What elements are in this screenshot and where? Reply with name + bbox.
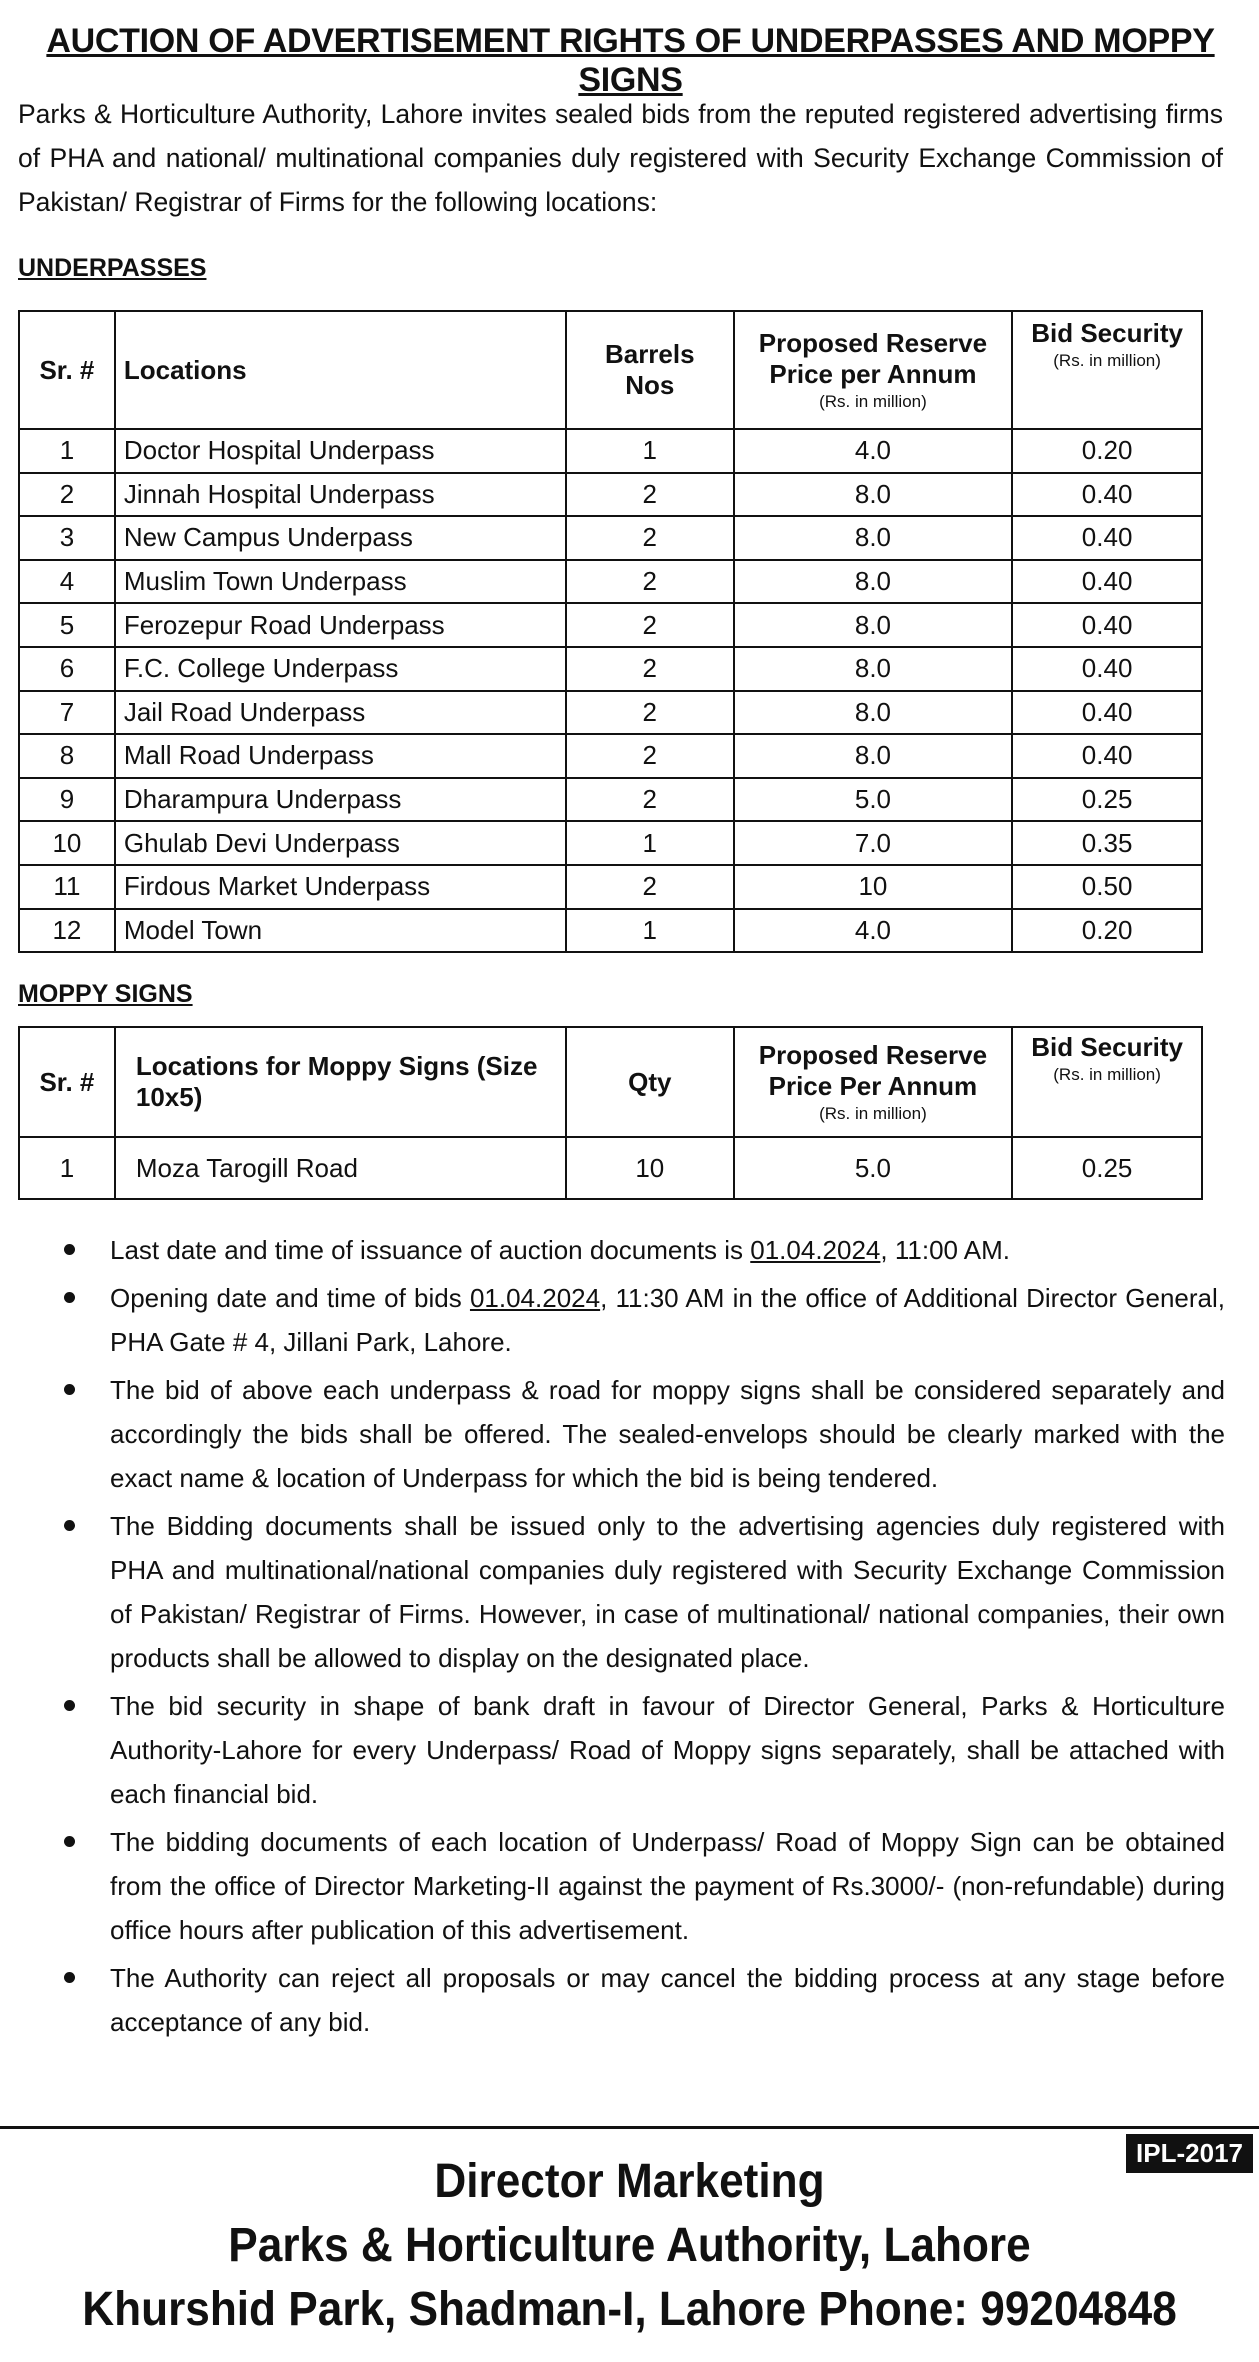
- term-text: Opening date and time of bids: [110, 1283, 470, 1313]
- moppy-header-row: [19, 1027, 1202, 1137]
- cell-location: Ghulab Devi Underpass: [115, 821, 566, 865]
- term-text: Last date and time of issuance of auction documents is: [110, 1235, 751, 1265]
- cell-barrels: 2: [566, 734, 734, 778]
- moppy-header-qty: Qty: [566, 1027, 734, 1137]
- cell-price: 4.0: [734, 909, 1013, 953]
- cell-barrels: 1: [566, 429, 734, 473]
- header-price-unit: (Rs. in million): [819, 392, 927, 411]
- footer-line-1: Director Marketing: [434, 2155, 825, 2208]
- cell-price: 8.0: [734, 516, 1013, 560]
- table-row: [19, 473, 1202, 517]
- opening-date: 01.04.2024: [469, 1283, 601, 1313]
- bullet-icon: [64, 1700, 75, 1711]
- cell-security: 0.40: [1012, 691, 1202, 735]
- moppy-header-price-label: Proposed Reserve Price Per Annum: [758, 1040, 988, 1101]
- term-item: [40, 1820, 1225, 1952]
- cell-price: 10: [734, 865, 1013, 909]
- cell-location: Mall Road Underpass: [115, 734, 566, 778]
- table-row: [19, 1137, 1202, 1199]
- cell-sr: 5: [19, 603, 115, 647]
- underpasses-table: [18, 310, 1203, 953]
- table-row: [19, 429, 1202, 473]
- cell-security: 0.50: [1012, 865, 1202, 909]
- moppy-header-security-label: Bid Security: [1031, 1032, 1183, 1062]
- term-item: [40, 1228, 1225, 1272]
- cell-location: New Campus Underpass: [115, 516, 566, 560]
- cell-location: Firdous Market Underpass: [115, 865, 566, 909]
- cell-location: Moza Tarogill Road: [115, 1137, 566, 1199]
- header-locations: Locations: [115, 311, 566, 429]
- header-barrels-line1: Barrels: [604, 339, 695, 369]
- cell-sr: 8: [19, 734, 115, 778]
- cell-location: Model Town: [115, 909, 566, 953]
- cell-price: 4.0: [734, 429, 1013, 473]
- bullet-icon: [64, 1972, 75, 1983]
- moppy-header-locations: Locations for Moppy Signs (Size 10x5): [115, 1027, 566, 1137]
- cell-location: Ferozepur Road Underpass: [115, 603, 566, 647]
- cell-location: Jinnah Hospital Underpass: [115, 473, 566, 517]
- header-security-unit: (Rs. in million): [1053, 351, 1161, 370]
- footer-block: [0, 2150, 1259, 2342]
- table-row: [19, 603, 1202, 647]
- term-item: [40, 1368, 1225, 1500]
- term-text: The Bidding documents shall be issued only to the advertising agencies duly registered with PHA and multinational/national companies duly registered with Security Exchange Commission of Pakistan/ Registrar of Firms. However, in case of multinational/ national companies, their own products shall be allowed to display on the designated place.: [110, 1511, 1225, 1673]
- cell-sr: 3: [19, 516, 115, 560]
- underpasses-header-row: [19, 311, 1202, 429]
- header-security-label: Bid Security: [1031, 318, 1183, 348]
- cell-security: 0.40: [1012, 516, 1202, 560]
- table-row: [19, 516, 1202, 560]
- cell-location: Doctor Hospital Underpass: [115, 429, 566, 473]
- footer-divider: [0, 2126, 1259, 2129]
- cell-security: 0.40: [1012, 560, 1202, 604]
- cell-security: 0.35: [1012, 821, 1202, 865]
- cell-barrels: 2: [566, 865, 734, 909]
- cell-price: 8.0: [734, 473, 1013, 517]
- intro-paragraph: Parks & Horticulture Authority, Lahore invites sealed bids from the reputed registered advertising firms of PHA and national/ multinational companies duly registered with Security Exchange Commission of Pakistan/ Registrar of Firms for the following locations:: [18, 99, 1223, 217]
- table-row: [19, 865, 1202, 909]
- ipl-badge: IPL-2017: [1126, 2134, 1253, 2173]
- header-security: [1012, 311, 1202, 429]
- cell-price: 8.0: [734, 560, 1013, 604]
- header-sr: Sr. #: [19, 311, 115, 429]
- cell-price: 8.0: [734, 647, 1013, 691]
- table-row: [19, 647, 1202, 691]
- term-item: [40, 1504, 1225, 1680]
- cell-sr: 1: [19, 1137, 115, 1199]
- term-text: The Authority can reject all proposals or may cancel the bidding process at any stage before acceptance of any bid.: [110, 1963, 1225, 2037]
- cell-security: 0.40: [1012, 734, 1202, 778]
- term-item: [40, 1276, 1225, 1364]
- issuance-date: 01.04.2024: [750, 1235, 881, 1265]
- footer-line-2: Parks & Horticulture Authority, Lahore: [228, 2219, 1031, 2272]
- term-text: The bid of above each underpass & road for moppy signs shall be considered separately and accordingly the bids shall be offered. The sealed-envelops should be clearly marked with the exact name & location of Underpass for which the bid is being tendered.: [110, 1375, 1225, 1493]
- cell-security: 0.25: [1012, 778, 1202, 822]
- underpasses-heading: UNDERPASSES: [18, 254, 207, 282]
- cell-price: 5.0: [734, 778, 1013, 822]
- table-row: [19, 734, 1202, 778]
- moppy-table: [18, 1026, 1203, 1200]
- cell-sr: 12: [19, 909, 115, 953]
- bullet-icon: [64, 1384, 75, 1395]
- cell-barrels: 2: [566, 691, 734, 735]
- header-price: [734, 311, 1013, 429]
- moppy-heading: MOPPY SIGNS: [18, 980, 193, 1008]
- cell-security: 0.20: [1012, 909, 1202, 953]
- cell-qty: 10: [566, 1137, 734, 1199]
- footer-line-3: Khurshid Park, Shadman-I, Lahore Phone: 99204848: [82, 2283, 1177, 2336]
- cell-location: Jail Road Underpass: [115, 691, 566, 735]
- table-row: [19, 691, 1202, 735]
- cell-price: 5.0: [734, 1137, 1013, 1199]
- terms-list: [40, 1228, 1225, 2048]
- cell-price: 8.0: [734, 603, 1013, 647]
- header-barrels: [566, 311, 734, 429]
- cell-barrels: 2: [566, 778, 734, 822]
- term-text: , 11:00 AM.: [880, 1235, 1010, 1265]
- table-row: [19, 821, 1202, 865]
- bullet-icon: [64, 1520, 75, 1531]
- cell-sr: 11: [19, 865, 115, 909]
- cell-sr: 10: [19, 821, 115, 865]
- table-row: [19, 909, 1202, 953]
- table-row: [19, 560, 1202, 604]
- cell-sr: 9: [19, 778, 115, 822]
- moppy-header-security-unit: (Rs. in million): [1053, 1065, 1161, 1084]
- cell-security: 0.40: [1012, 603, 1202, 647]
- cell-barrels: 1: [566, 909, 734, 953]
- term-text: The bid security in shape of bank draft in favour of Director General, Parks & Horticulture Authority-Lahore for every Underpass/ Road of Moppy signs separately, shall be attached with each financial bid.: [110, 1691, 1225, 1809]
- cell-price: 8.0: [734, 734, 1013, 778]
- cell-barrels: 2: [566, 603, 734, 647]
- page-title: AUCTION OF ADVERTISEMENT RIGHTS OF UNDERPASSES AND MOPPY SIGNS: [46, 22, 1215, 99]
- header-price-label: Proposed Reserve Price per Annum: [758, 328, 988, 389]
- bullet-icon: [64, 1244, 75, 1255]
- cell-security: 0.25: [1012, 1137, 1202, 1199]
- cell-barrels: 2: [566, 647, 734, 691]
- cell-security: 0.40: [1012, 647, 1202, 691]
- cell-sr: 7: [19, 691, 115, 735]
- header-barrels-line2: Nos: [625, 370, 675, 400]
- cell-barrels: 2: [566, 516, 734, 560]
- term-text: The bidding documents of each location of Underpass/ Road of Moppy Sign can be obtained from the office of Director Marketing-II against the payment of Rs.3000/- (non-refundable) during office hours after publication of this advertisement.: [110, 1827, 1225, 1945]
- cell-sr: 6: [19, 647, 115, 691]
- cell-location: Muslim Town Underpass: [115, 560, 566, 604]
- moppy-header-security: [1012, 1027, 1202, 1137]
- cell-barrels: 1: [566, 821, 734, 865]
- cell-location: Dharampura Underpass: [115, 778, 566, 822]
- bullet-icon: [64, 1836, 75, 1847]
- cell-location: F.C. College Underpass: [115, 647, 566, 691]
- moppy-header-price-unit: (Rs. in million): [819, 1104, 927, 1123]
- cell-sr: 1: [19, 429, 115, 473]
- bullet-icon: [64, 1292, 75, 1303]
- term-item: [40, 1956, 1225, 2044]
- cell-sr: 2: [19, 473, 115, 517]
- cell-barrels: 2: [566, 560, 734, 604]
- cell-security: 0.40: [1012, 473, 1202, 517]
- cell-price: 8.0: [734, 691, 1013, 735]
- cell-barrels: 2: [566, 473, 734, 517]
- term-item: [40, 1684, 1225, 1816]
- cell-price: 7.0: [734, 821, 1013, 865]
- table-row: [19, 778, 1202, 822]
- term-text: , 11:30 AM in the office of Additional Director General, PHA Gate # 4, Jillani Park, Lahore.: [110, 1283, 1225, 1357]
- moppy-header-sr: Sr. #: [19, 1027, 115, 1137]
- cell-security: 0.20: [1012, 429, 1202, 473]
- moppy-header-price: [734, 1027, 1013, 1137]
- cell-sr: 4: [19, 560, 115, 604]
